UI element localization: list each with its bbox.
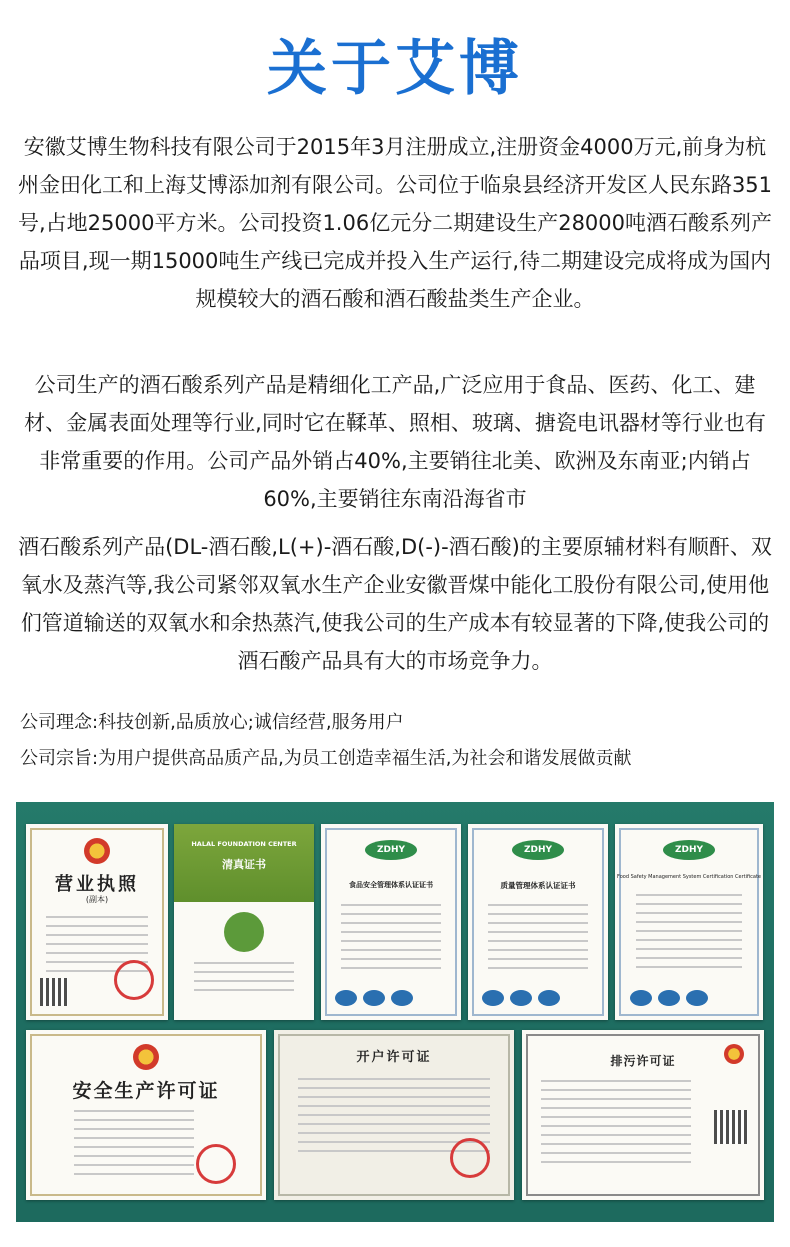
company-concept: 公司理念:科技创新,品质放心;诚信经营,服务用户 bbox=[20, 712, 404, 733]
accreditation-logos bbox=[630, 990, 748, 1008]
certificate-title: 质量管理体系认证证书 bbox=[500, 881, 576, 890]
page-title: 关于艾博 bbox=[267, 34, 523, 104]
red-seal-icon bbox=[450, 1138, 490, 1178]
accreditation-logos bbox=[335, 990, 447, 1008]
intro-paragraph-3: 酒石酸系列产品(DL-酒石酸,L(+)-酒石酸,D(-)-酒石酸)的主要原辅材料有顺酐、双氧水及蒸汽等,我公司紧邻双氧水生产企业安徽晋煤中能化工股份有限公司,使用他们管道输送的双氧水和余热蒸汽,使我公司的生产成本有较显著的下降,使我公司的酒石酸产品具有大的市场竞争力。 bbox=[18, 535, 772, 673]
qr-code-icon bbox=[40, 978, 68, 1006]
emblem-icon bbox=[724, 1044, 744, 1064]
certificate-business-license bbox=[26, 824, 168, 1020]
certificate-account-opening bbox=[274, 1030, 514, 1200]
certificate-pollutant-discharge bbox=[522, 1030, 764, 1200]
certificate-title: 安全生产许可证 bbox=[72, 1080, 220, 1102]
intro-paragraph-2: 公司生产的酒石酸系列产品是精细化工产品,广泛应用于食品、医药、化工、建材、金属表面处理等行业,同时它在鞣革、照相、玻璃、搪瓷电讯器材等行业也有非常重要的作用。公司产品外销占40%,主要销往北美、欧洲及东南亚;内销占60%,主要销往东南沿海省市 bbox=[24, 373, 766, 511]
certificate-title: 营业执照 bbox=[55, 874, 139, 895]
certificate-safety-production bbox=[26, 1030, 266, 1200]
certificate-subtitle: 清真证书 bbox=[222, 858, 266, 871]
halal-logo-icon bbox=[224, 912, 264, 952]
qr-code-icon bbox=[714, 1110, 748, 1144]
certificate-subtitle: (副本) bbox=[85, 895, 109, 904]
company-mission: 公司宗旨:为用户提供高品质产品,为员工创造幸福生活,为社会和谐发展做贡献 bbox=[20, 748, 632, 769]
certificate-quality bbox=[468, 824, 608, 1020]
certificate-title: Food Safety Management System Certification Certificate bbox=[617, 874, 761, 880]
certificates-panel bbox=[16, 802, 774, 1222]
red-seal-icon bbox=[114, 960, 154, 1000]
certificate-title: 食品安全管理体系认证证书 bbox=[349, 881, 433, 889]
certificate-food-safety bbox=[321, 824, 461, 1020]
accreditation-logos bbox=[482, 990, 594, 1008]
certificate-food-safety-en bbox=[615, 824, 763, 1020]
intro-paragraph-1: 安徽艾博生物科技有限公司于2015年3月注册成立,注册资金4000万元,前身为杭州金田化工和上海艾博添加剂有限公司。公司位于临泉县经济开发区人民东路351号,占地25000平方米。公司投资1.06亿元分二期建设生产28000吨酒石酸系列产品项目,现一期15000吨生产线已完成并投入生产运行,待二期建设完成将成为国内规模较大的酒石酸和酒石酸盐类生产企业。 bbox=[17, 135, 773, 311]
zdhy-logo-icon: ZDHY bbox=[365, 840, 417, 860]
certificate-halal bbox=[174, 824, 314, 1020]
national-emblem-icon bbox=[133, 1044, 159, 1070]
zdhy-logo-icon: ZDHY bbox=[663, 840, 715, 860]
zdhy-logo-icon: ZDHY bbox=[512, 840, 564, 860]
certificate-title: 排污许可证 bbox=[610, 1054, 676, 1068]
national-emblem-icon bbox=[84, 838, 110, 864]
certificate-title: HALAL FOUNDATION CENTER bbox=[191, 840, 297, 848]
red-seal-icon bbox=[196, 1144, 236, 1184]
certificate-title: 开户许可证 bbox=[356, 1050, 432, 1065]
